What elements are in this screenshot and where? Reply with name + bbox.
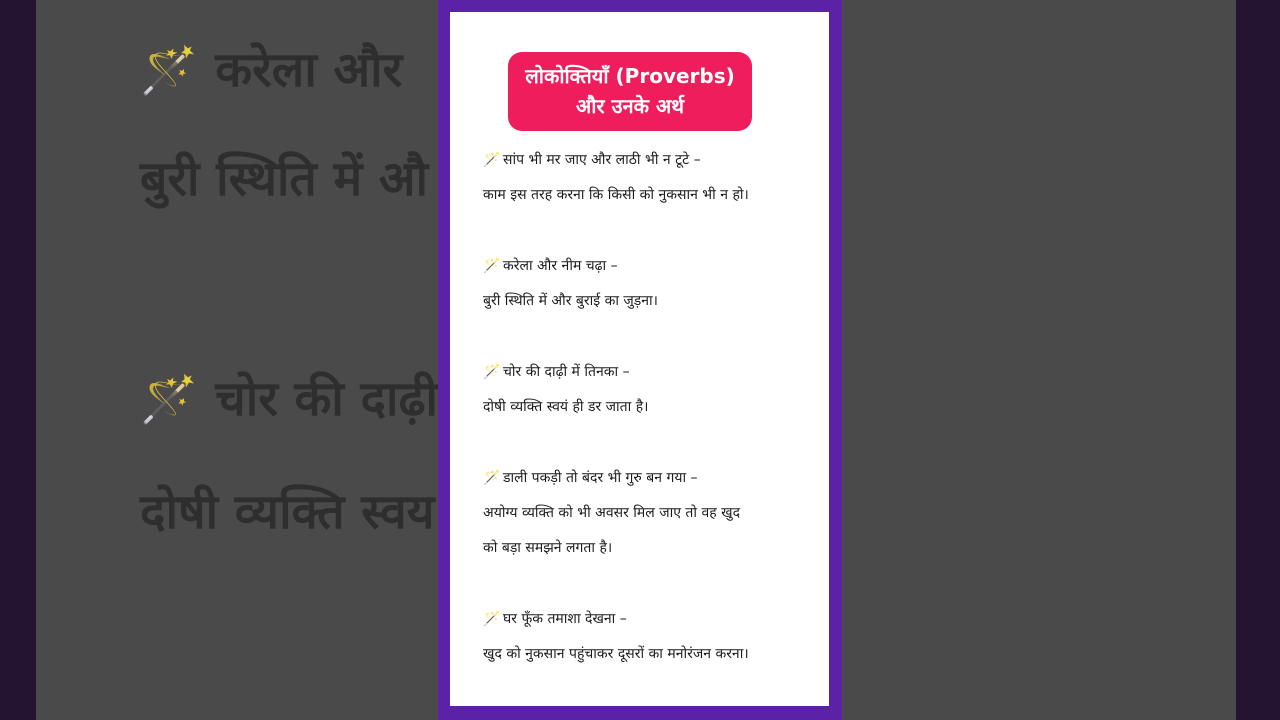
meaning-text: दोषी व्यक्ति स्वयं ही डर जाता है।: [483, 399, 649, 415]
proverb-line: [483, 253, 823, 288]
title-line-1: लोकोक्तियाँ (Proverbs): [525, 64, 735, 88]
meaning-text: को बड़ा समझने लगता है।: [483, 540, 613, 556]
background-text-line: दोषी व्यक्ति स्वय: [140, 484, 435, 540]
wand-icon: 🪄: [483, 611, 501, 627]
proverb-entry: [483, 253, 823, 323]
proverb-line: [483, 465, 823, 500]
wand-icon: 🪄: [483, 258, 501, 274]
proverb-line: [483, 359, 823, 394]
wand-icon: 🪄: [140, 43, 198, 97]
proverb-line: [483, 606, 823, 641]
proverb-text: सांप भी मर जाए और लाठी भी न टूटे –: [503, 152, 701, 168]
wand-icon: 🪄: [483, 152, 501, 168]
proverb-text: घर फूँक तमाशा देखना –: [503, 611, 627, 627]
phone-frame: [438, 0, 842, 720]
content-card: [450, 12, 829, 706]
wand-icon: 🪄: [140, 372, 198, 426]
proverb-text: चोर की दाढ़ी में तिनका –: [503, 364, 630, 380]
background-text-line: 🪄 चोर की दाढ़ी: [140, 371, 438, 427]
proverb-text: करेला और नीम चढ़ा –: [503, 258, 618, 274]
proverb-text: डाली पकड़ी तो बंदर भी गुरु बन गया –: [503, 470, 698, 486]
proverb-entry: [483, 606, 823, 676]
title-banner: [508, 52, 752, 131]
proverb-entry: [483, 147, 823, 217]
background-text-line: बुरी स्थिति में औ: [140, 151, 429, 207]
proverb-entry: [483, 359, 823, 429]
meaning-text: खुद को नुकसान पहुंचाकर दूसरों का मनोरंजन करना।: [483, 646, 749, 662]
background-right-panel: [840, 0, 1280, 720]
wand-icon: 🪄: [483, 364, 501, 380]
proverb-list: [483, 147, 823, 676]
title-line-2: और उनके अर्थ: [575, 94, 685, 118]
proverb-entry: [483, 465, 823, 570]
background-text-line: 🪄 करेला और: [140, 42, 403, 98]
meaning-text: अयोग्य व्यक्ति को भी अवसर मिल जाए तो वह खुद: [483, 505, 741, 521]
meaning-text: बुरी स्थिति में और बुराई का जुड़ना।: [483, 293, 658, 309]
wand-icon: 🪄: [483, 470, 501, 486]
meaning-text: काम इस तरह करना कि किसी को नुकसान भी न हो।: [483, 187, 749, 203]
background-left-panel: [0, 0, 440, 720]
proverb-line: [483, 147, 823, 182]
